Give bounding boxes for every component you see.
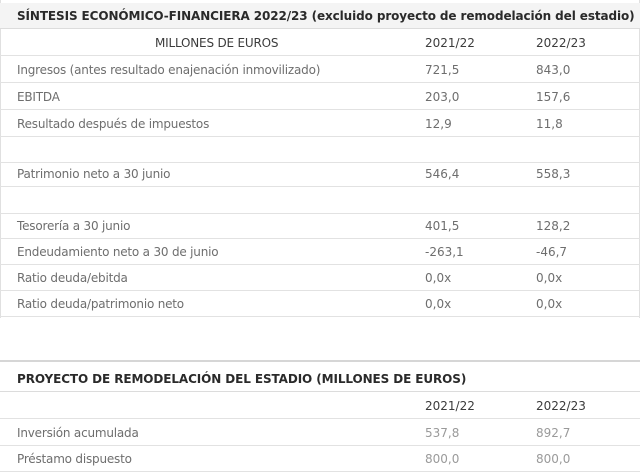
- row-value-2021-22: 0,0x: [425, 271, 452, 285]
- row-label: Inversión acumulada: [17, 426, 139, 440]
- row-value-2022-23: 157,6: [536, 90, 571, 104]
- row-value-2022-23: 800,0: [536, 452, 571, 466]
- table1-header-col2: 2022/23: [536, 36, 586, 50]
- row-label: Endeudamiento neto a 30 de junio: [17, 245, 219, 259]
- row-value-2021-22: 203,0: [425, 90, 460, 104]
- table-row: [0, 446, 640, 472]
- table1-header-label: MILLONES DE EUROS: [155, 36, 279, 50]
- table-row: [0, 84, 640, 110]
- section-divider: [0, 360, 640, 362]
- row-label: Patrimonio neto a 30 junio: [17, 167, 171, 181]
- table-row: [0, 291, 640, 317]
- table2-header-col1: 2021/22: [425, 399, 475, 413]
- table1-header-col1: 2021/22: [425, 36, 475, 50]
- row-label: Ingresos (antes resultado enajenación inmovilizado): [17, 63, 321, 77]
- row-label: Resultado después de impuestos: [17, 117, 210, 131]
- table-row: [0, 420, 640, 446]
- table2-header-col2: 2022/23: [536, 399, 586, 413]
- row-label: Ratio deuda/patrimonio neto: [17, 297, 184, 311]
- table-row: [0, 111, 640, 137]
- row-value-2022-23: 892,7: [536, 426, 571, 440]
- table-row-empty: [0, 188, 640, 214]
- row-value-2021-22: 12,9: [425, 117, 452, 131]
- row-value-2022-23: 0,0x: [536, 271, 563, 285]
- row-value-2022-23: 0,0x: [536, 297, 563, 311]
- table2-title: PROYECTO DE REMODELACIÓN DEL ESTADIO (MILLONES DE EUROS): [0, 366, 640, 392]
- table1-header-row: [0, 30, 640, 56]
- table1-title: SÍNTESIS ECONÓMICO-FINANCIERA 2022/23 (excluido proyecto de remodelación del estadio): [0, 3, 640, 29]
- row-value-2021-22: -263,1: [425, 245, 464, 259]
- table2-header-row: [0, 393, 640, 419]
- row-value-2021-22: 401,5: [425, 219, 460, 233]
- table-row: [0, 161, 640, 187]
- row-label: EBITDA: [17, 90, 60, 104]
- table-row: [0, 213, 640, 239]
- row-value-2022-23: 558,3: [536, 167, 571, 181]
- table-row: [0, 239, 640, 265]
- row-value-2022-23: 11,8: [536, 117, 563, 131]
- row-label: Tesorería a 30 junio: [17, 219, 131, 233]
- table-row-empty: [0, 137, 640, 163]
- table-row: [0, 57, 640, 83]
- row-label: Préstamo dispuesto: [17, 452, 132, 466]
- row-value-2021-22: 537,8: [425, 426, 460, 440]
- row-value-2021-22: 721,5: [425, 63, 460, 77]
- row-value-2022-23: 843,0: [536, 63, 571, 77]
- row-value-2021-22: 800,0: [425, 452, 460, 466]
- row-value-2021-22: 0,0x: [425, 297, 452, 311]
- row-label: Ratio deuda/ebitda: [17, 271, 128, 285]
- table-row: [0, 265, 640, 291]
- row-value-2021-22: 546,4: [425, 167, 460, 181]
- row-value-2022-23: -46,7: [536, 245, 568, 259]
- row-value-2022-23: 128,2: [536, 219, 571, 233]
